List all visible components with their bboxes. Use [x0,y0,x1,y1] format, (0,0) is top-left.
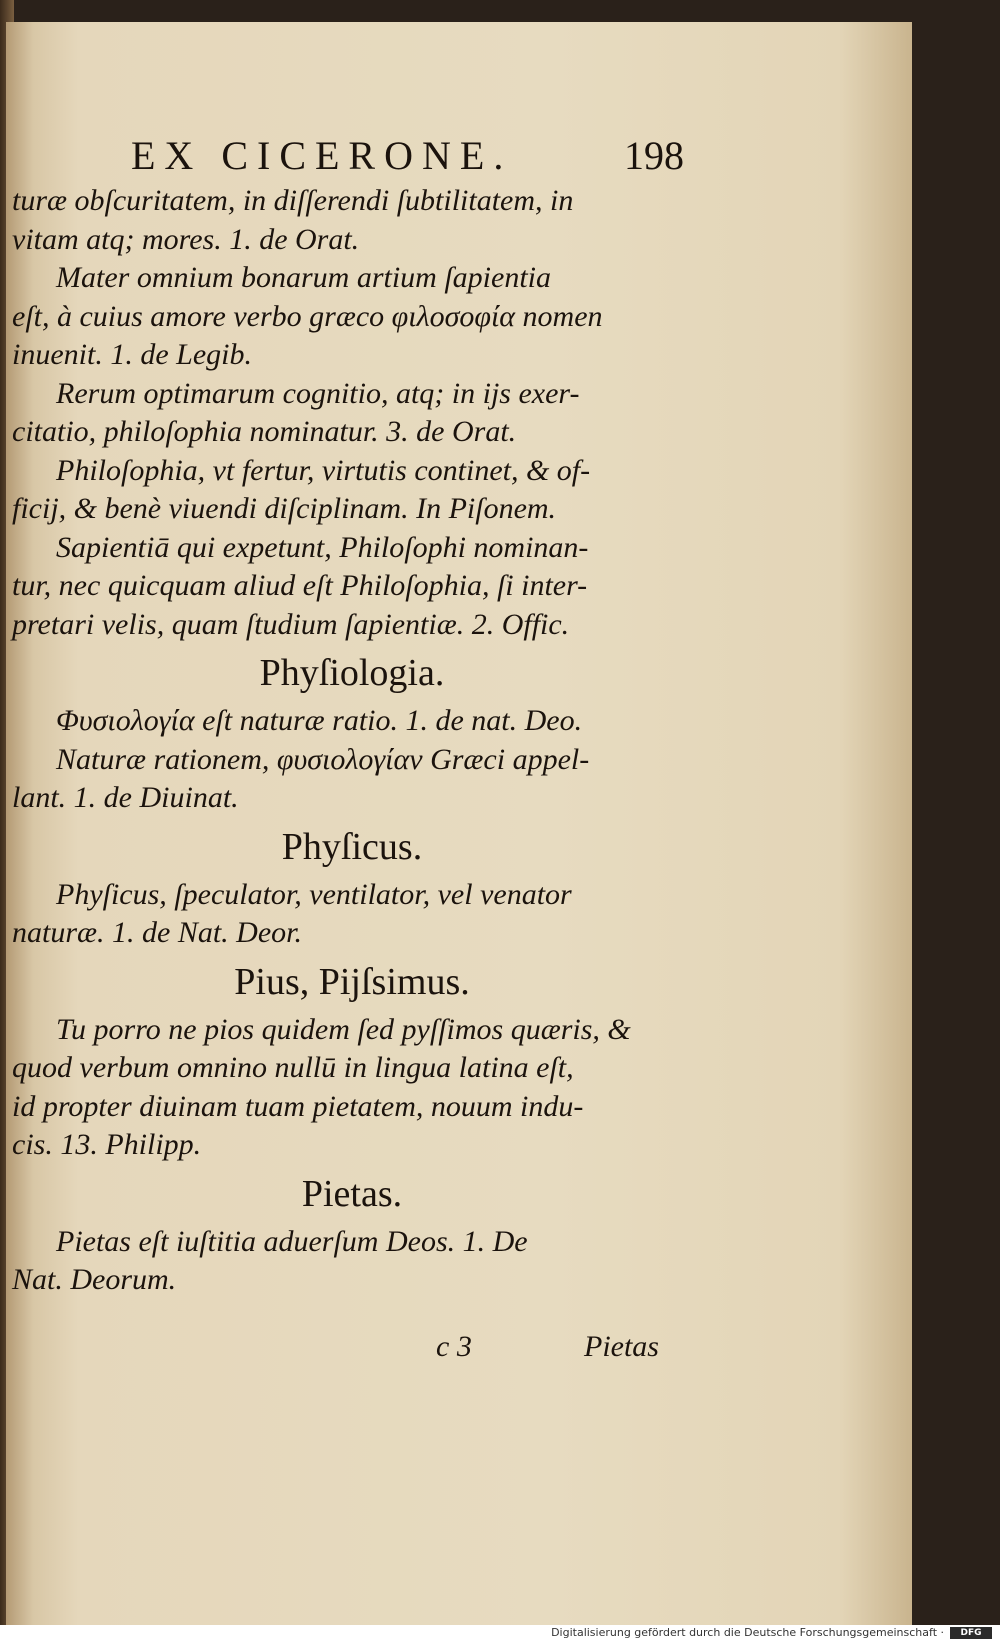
text-line: pretari velis, quam ſtudium ſapientiæ. 2. Offic. [12,607,570,641]
catchword: Pietas [584,1330,659,1363]
dfg-logo: DFG [950,1627,992,1639]
entry-heading: Pius, Pijſsimus. [234,960,470,1003]
entry-heading: Phyſiologia. [259,652,445,694]
footer-bar [0,1625,1000,1642]
text-block [12,182,692,1300]
funding-credit: Digitalisierung gefördert durch die Deutsche Forschungsgemeinschaft · [551,1626,944,1639]
signature-mark: c 3 [436,1330,472,1363]
text-line: quod verbum omnino nullū in lingua latina eſt, [12,1051,574,1084]
text-line: Rerum optimarum cognitio, atq; in ijs exer- [56,376,580,410]
entry-heading: Pietas. [301,1172,403,1215]
running-head [6,114,912,178]
text-line: Philoſophia, vt fertur, virtutis continet, & of- [56,453,591,487]
text-line: Nat. Deorum. [12,1263,177,1296]
text-line: naturæ. 1. de Nat. Deor. [12,916,303,949]
text-line: ficij, & benè viuendi diſciplinam. In Piſonem. [12,492,557,525]
text-line: eſt, à cuius amore verbo græco φιλοσοφία nomen [12,299,603,333]
text-line: Mater omnium bonarum artium ſapientia [56,261,551,294]
text-line: turæ obſcuritatem, in diſſerendi ſubtilitatem, in [12,184,574,217]
book-page [6,22,912,1625]
text-line: Φυσιολογία eſt naturæ ratio. 1. de nat. Deo. [56,704,583,737]
catchline [6,1330,686,1370]
text-line: lant. 1. de Diuinat. [12,781,239,814]
text-line: Phyſicus, ſpeculator, ventilator, vel venator [56,877,572,911]
text-line: tur, nec quicquam aliud eſt Philoſophia, ſi inter- [12,569,588,602]
text-line: cis. 13. Philipp. [12,1128,202,1161]
text-line: id propter diuinam tuam pietatem, nouum indu- [12,1089,584,1123]
text-line: Sapientiā qui expetunt, Philoſophi nominan- [56,530,589,564]
running-title: EX CICERONE. [131,133,513,178]
text-line: inuenit. 1. de Legib. [12,338,252,371]
text-line: vitam atq; mores. 1. de Orat. [12,222,360,256]
page-number: 198 [624,133,684,178]
text-line: Tu porro ne pios quidem ſed pyſſimos quæris, & [56,1012,631,1046]
entry-heading: Phyſicus. [281,825,423,868]
text-line: Pietas eſt iuſtitia aduerſum Deos. 1. De [56,1224,528,1258]
text-line: Naturæ rationem, φυσιολογίαν Græci appel- [56,742,590,776]
text-line: citatio, philoſophia nominatur. 3. de Orat. [12,415,517,448]
